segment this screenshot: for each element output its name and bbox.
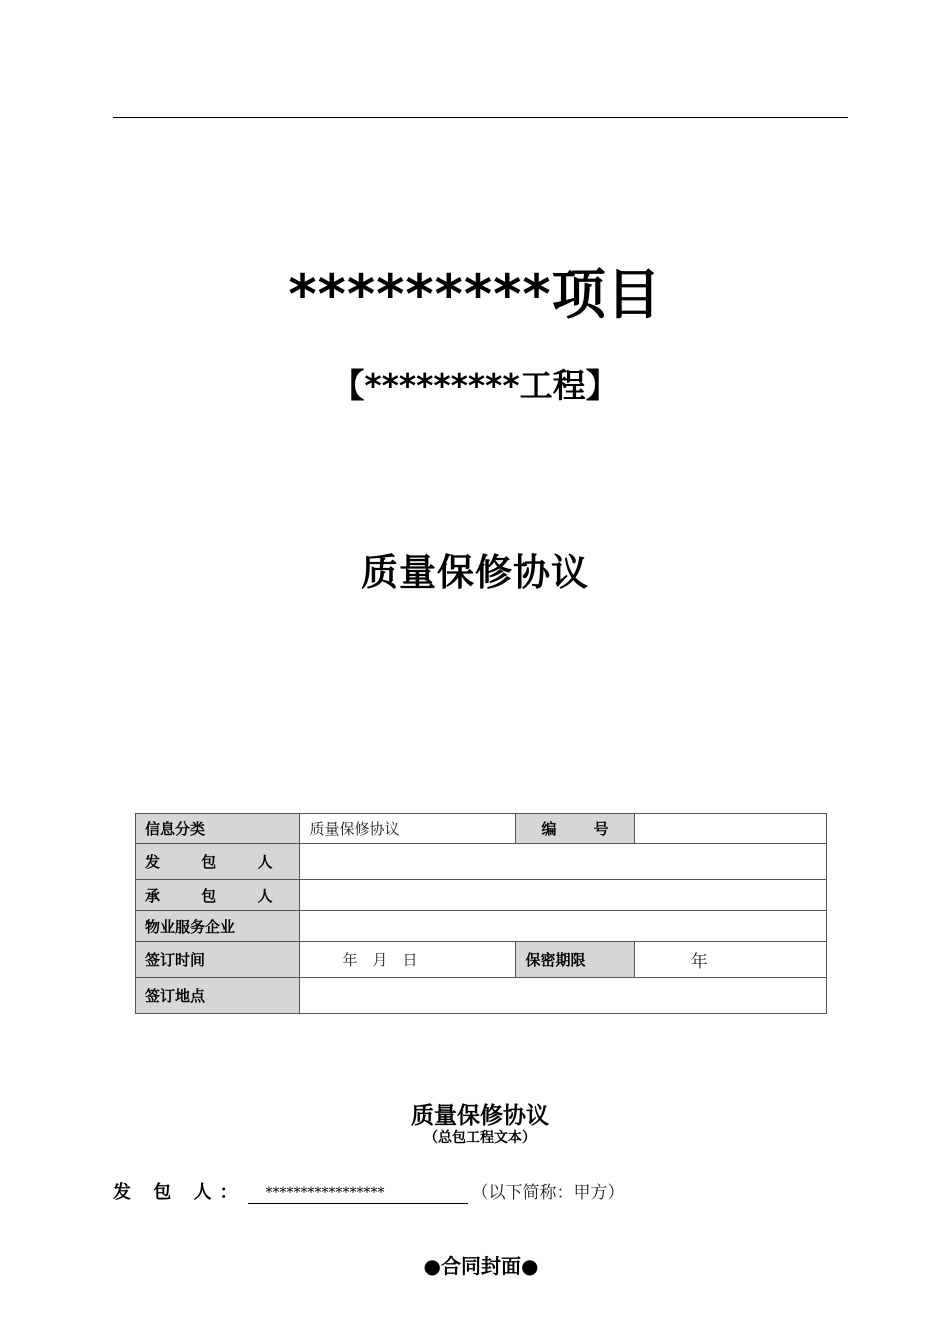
party-label: 发 包 人： [113,1182,246,1203]
engineering-subtitle: 【*********工程】 [331,366,619,405]
employer-label-text: 发 包 人 [145,853,291,871]
table-row [136,978,827,1014]
sign-date-value[interactable]: 年 月 日 [300,942,516,978]
property-label: 物业服务企业 [136,911,300,942]
cover-mark: ●合同封面● [423,1254,539,1278]
project-title: *********项目 [288,263,662,326]
employer-value[interactable] [300,844,827,880]
table-row [136,814,827,844]
number-value[interactable] [634,814,826,844]
secrecy-value[interactable]: 年 [634,942,826,978]
contractor-label [136,880,300,911]
category-value[interactable]: 质量保修协议 [300,814,516,844]
info-table [135,813,827,1014]
secrecy-label: 保密期限 [516,942,634,978]
document-title: 质量保修协议 [361,551,589,594]
header-rule [113,117,848,118]
table-row [136,911,827,942]
sign-place-value[interactable] [300,978,827,1014]
sign-date-label: 签订时间 [136,942,300,978]
party-note: （以下简称：甲方） [471,1183,625,1203]
table-row [136,844,827,880]
property-value[interactable] [300,911,827,942]
contractor-value[interactable] [300,880,827,911]
agreement-subtitle: （总包工程文本） [424,1130,536,1146]
employer-label [136,844,300,880]
contractor-label-text: 承 包 人 [145,886,291,905]
sign-place-label: 签订地点 [136,978,300,1014]
table-row [136,880,827,911]
table-row [136,942,827,978]
number-label-text: 编 号 [541,820,625,838]
party-value-field[interactable]: ***************** [248,1183,468,1204]
category-label: 信息分类 [136,814,300,844]
party-line [113,1178,625,1204]
number-label [516,814,634,844]
agreement-title: 质量保修协议 [411,1102,549,1129]
